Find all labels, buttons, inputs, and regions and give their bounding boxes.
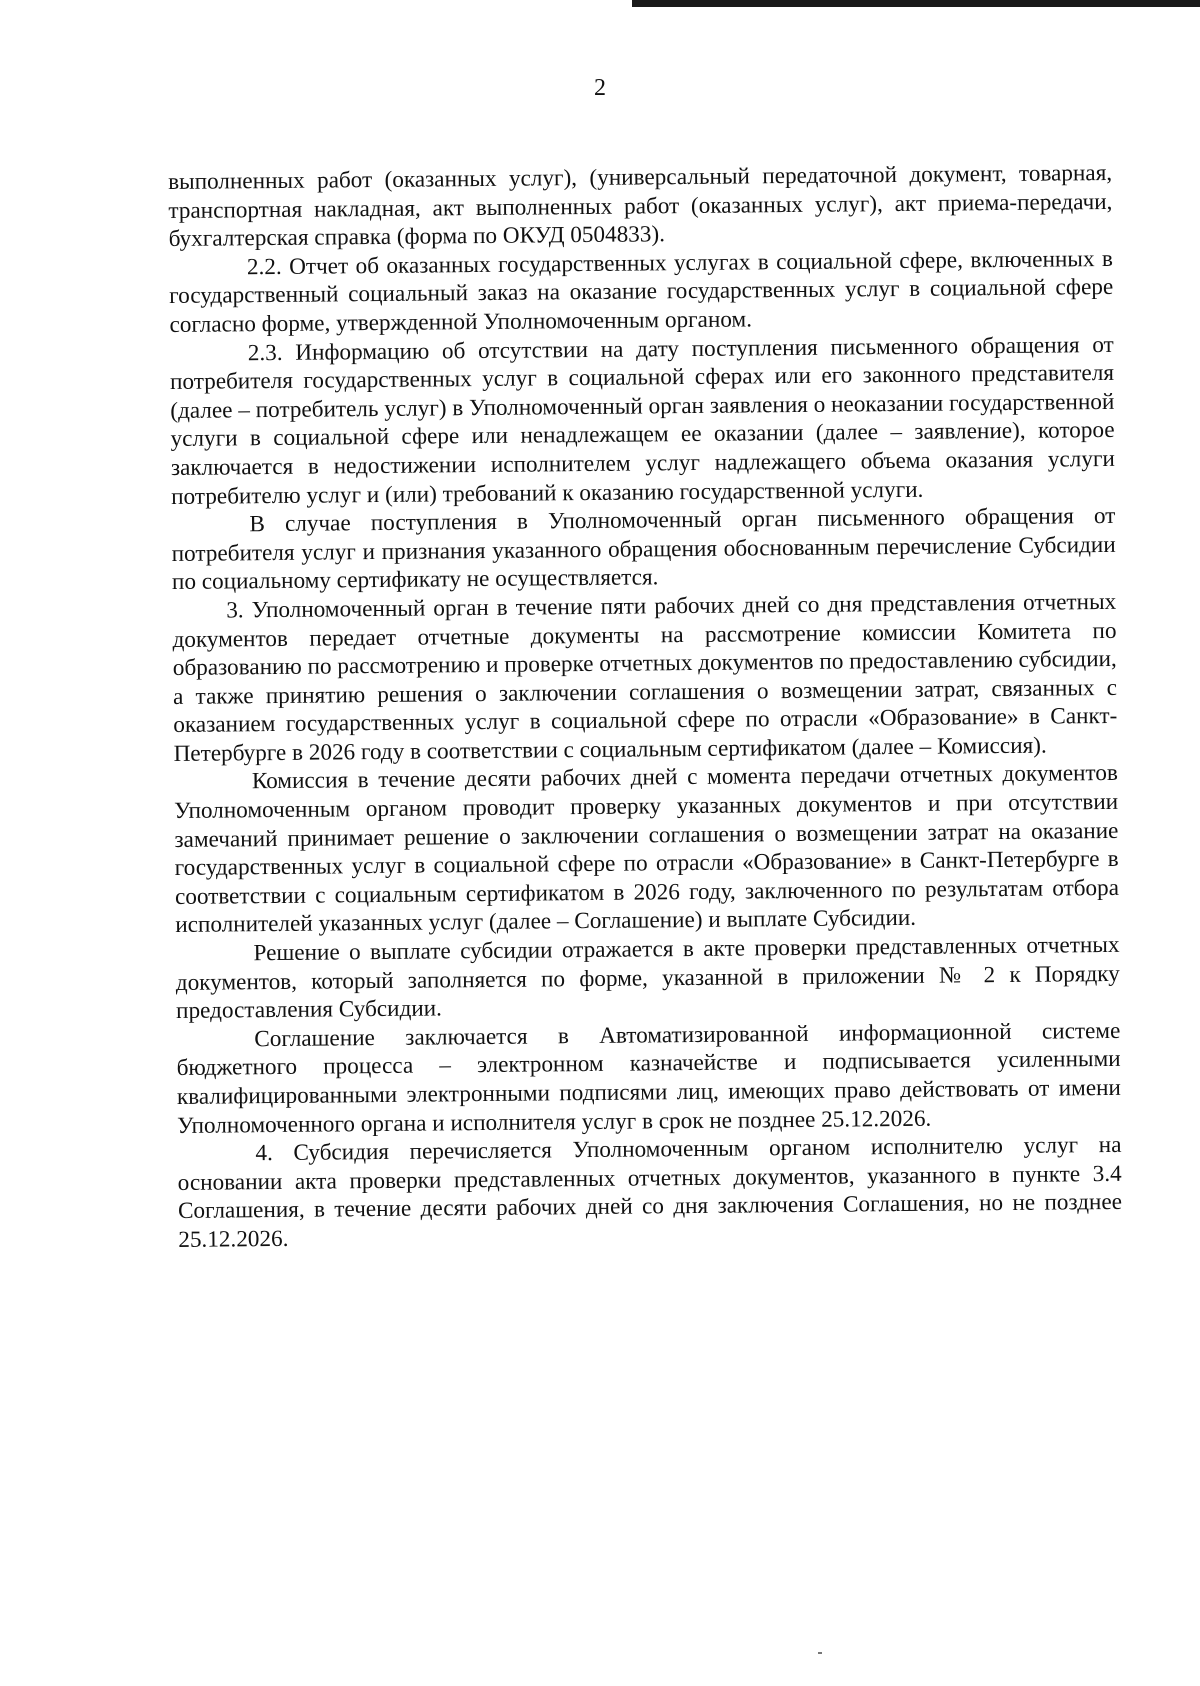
paragraph-commission: Комиссия в течение десяти рабочих дней с момента передачи отчетных документов Уполномоченным органом проводит проверку указанных документов и при отсутствии замечаний принимает решение о заключении соглашения о возмещении затрат на оказание государственных услуг в социальной сфере по отрасли «Образование» в Санкт-Петербурге в соответствии с социальным сертификатом в 2026 году, заключенного по результатам отбора исполнителей указанных услуг (далее – Соглашение) и выплате Субсидии. <box>174 760 1120 939</box>
scan-speck <box>818 1652 822 1654</box>
document-body <box>168 159 1122 1255</box>
paragraph-continuation: выполненных работ (оказанных услуг), (универсальный передаточной документ, товарная, транспортная накладная, акт выполненных работ (оказанных услуг), акт приема-передачи, бухгалтерская справка (форма по ОКУД 0504833). <box>168 159 1113 253</box>
paragraph-3: 3. Уполномоченный орган в течение пяти рабочих дней со дня представления отчетных документов передает отчетные документы на рассмотрение комиссии Комитета по образованию по рассмотрению и проверке отчетных документов по предоставлению субсидии, а также принятию решения о заключении соглашения о возмещении затрат, связанных с оказанием государственных услуг в социальной сфере по отрасли «Образование» в Санкт-Петербурге в 2026 году в соответствии с социальным сертификатом (далее – Комиссия). <box>172 588 1118 767</box>
paragraph-decision: Решение о выплате субсидии отражается в акте проверки представленных отчетных документов, который заполняется по форме, указанной в приложении № 2 к Порядку предоставления Субсидии. <box>175 931 1120 1025</box>
page-number: 2 <box>594 75 606 101</box>
paragraph-2-3: 2.3. Информацию об отсутствии на дату поступления письменного обращения от потребителя государственных услуг в социальной сферах или его законного представителя (далее – потребитель услуг) в Уполномоченный орган заявления о неоказании государственной услуги в социальной сфере или ненадлежащем ее оказании (далее – заявление), которое заключается в недостижении исполнителем услуг надлежащего объема оказания услуги потребителю услуг и (или) требований к оказанию государственной услуги. <box>169 331 1115 510</box>
paragraph-2-3-note: В случае поступления в Уполномоченный орган письменного обращения от потребителя услуг и признания указанного обращения обоснованным перечисление Субсидии по социальному сертификату не осуществляется. <box>171 503 1116 596</box>
paragraph-2-2: 2.2. Отчет об оказанных государственных услугах в социальной сфере, включенных в государственный социальный заказ на оказание государственных услуг в социальной сфере согласно форме, утвержденной Уполномоченным органом. <box>169 245 1114 338</box>
paragraph-agreement: Соглашение заключается в Автоматизированной информационной системе бюджетного процесса – электронном казначействе и подписывается усиленными квалифицированными электронными подписями лиц, имеющих право действовать от имени Уполномоченного органа и исполнителя услуг в срок не позднее 25.12.2026. <box>176 1017 1121 1139</box>
scan-top-edge-line <box>632 0 1200 7</box>
paragraph-4: 4. Субсидия перечисляется Уполномоченным органом исполнителю услуг на основании акта проверки представленных отчетных документов, указанного в пункте 3.4 Соглашения, в течение десяти рабочих дней со дня заключения Соглашения, но не позднее 25.12.2026. <box>177 1132 1123 1253</box>
